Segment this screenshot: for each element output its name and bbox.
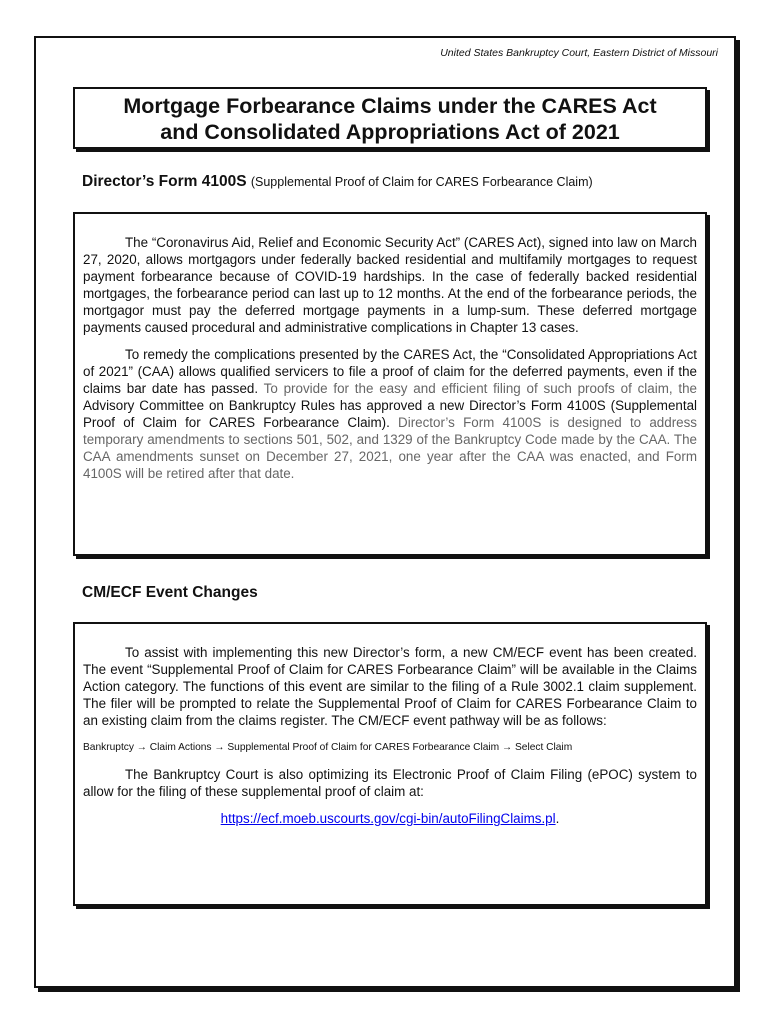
- cmecf-paragraph-2: The Bankruptcy Court is also optimizing its Electronic Proof of Claim Filing (ePOC) system to allow for the filing of these supplemental proof of claim at:: [83, 767, 697, 799]
- intro-p2-part3: Advisory Committee on Bankruptcy Rules has approved a new Director’s Form 4100S (Supplemental Proof of Claim for CARES Forbearance Claim).: [83, 398, 697, 430]
- title-line-2: and Consolidated Appropriations Act of 2021: [160, 120, 620, 144]
- link-suffix: .: [555, 811, 560, 826]
- form-subtitle: (Supplemental Proof of Claim for CARES Forbearance Claim): [250, 175, 593, 189]
- document-page: [34, 36, 736, 988]
- event-pathway: Bankruptcy → Claim Actions → Supplemental Proof of Claim for CARES Forbearance Claim → Select Claim: [83, 742, 573, 753]
- form-name: Director’s Form 4100S: [82, 173, 247, 190]
- form-heading: [82, 173, 593, 191]
- intro-paragraph-2: [83, 346, 697, 482]
- court-name: United States Bankruptcy Court, Eastern District of Missouri: [440, 47, 718, 59]
- page-title: [73, 87, 707, 149]
- epoc-link[interactable]: https://ecf.moeb.uscourts.gov/cgi-bin/autoFilingClaims.pl: [220, 811, 556, 826]
- intro-p2-part1: To remedy the complications presented by the CARES Act, the “Consolidated Appropriations Act of 2021” (CAA) allows qualified servicers to file a proof of claim for the deferred payments, even if the claims bar date has passed.: [83, 347, 697, 396]
- epoc-link-line: [83, 810, 697, 827]
- intro-paragraph-1: The “Coronavirus Aid, Relief and Economic Security Act” (CARES Act), signed into law on March 27, 2020, allows mortgagors under federally backed residential and multifamily mortgages to request payment forbearance because of COVID-19 hardships. In the case of federally backed residential mortgages, the forbearance period can last up to 12 months. At the end of the forbearance periods, the mortgagor must pay the deferred mortgage payments in a lump-sum. These deferred mortgage payments caused procedural and administrative complications in Chapter 13 cases.: [83, 235, 697, 335]
- intro-box: [73, 212, 707, 556]
- cmecf-paragraph-1: To assist with implementing this new Director’s form, a new CM/ECF event has been created. The event “Supplemental Proof of Claim for CARES Forbearance Claim” will be available in the Claims Action category. The functions of this event are similar to the filing of a Rule 3002.1 claim supplement. The filer will be prompted to relate the Supplemental Proof of Claim for CARES Forbearance Claim to an existing claim from the claims register. The CM/ECF event pathway will be as follows:: [83, 645, 697, 728]
- intro-p2-part2: To provide for the easy and efficient filing of such proofs of claim, the: [258, 381, 697, 396]
- cmecf-heading: CM/ECF Event Changes: [82, 584, 258, 601]
- title-line-1: Mortgage Forbearance Claims under the CARES Act: [123, 94, 657, 118]
- cmecf-box: [73, 622, 707, 906]
- intro-p2-part4: Director’s Form 4100S is designed to address temporary amendments to sections 501, 502, and 1329 of the Bankruptcy Code made by the CAA. The CAA amendments sunset on December 27, 2021, one year after the CAA was enacted, and Form 4100S will be retired after that date.: [83, 415, 697, 481]
